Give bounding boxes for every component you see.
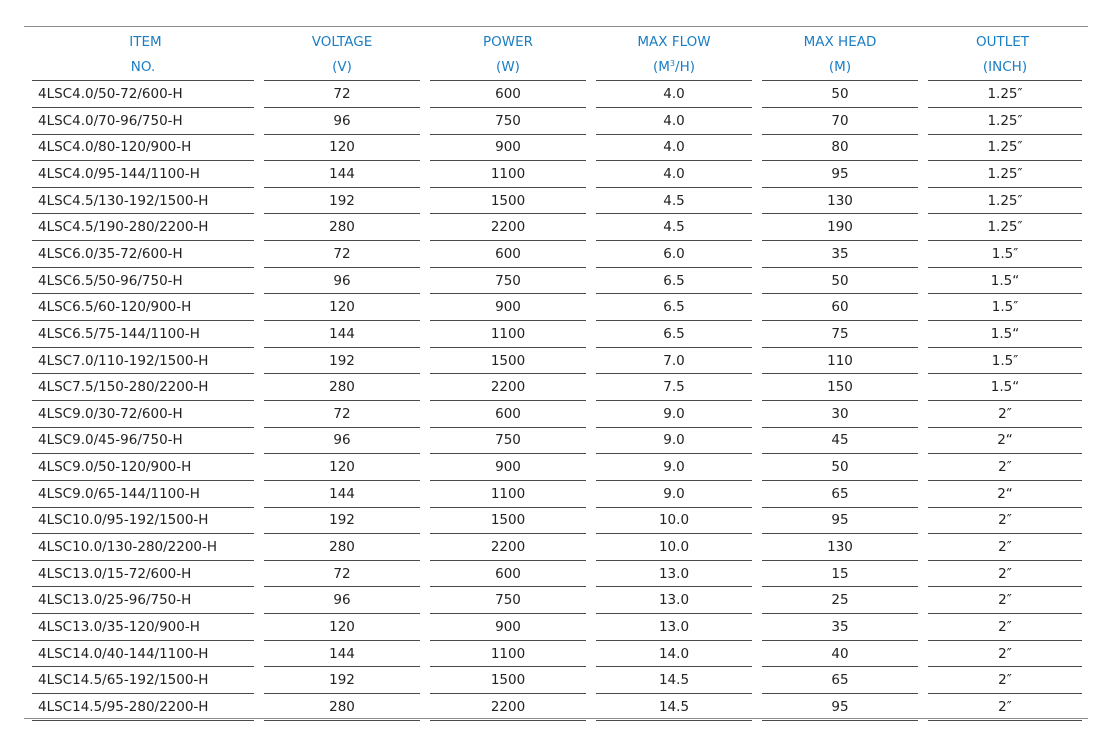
header-outlet: OUTLET: [975, 33, 1030, 50]
cell-item-no: 4LSC6.5/50-96/750-H: [32, 267, 259, 294]
cell-max-head: 70: [757, 107, 923, 134]
cell-max-head: 110: [757, 347, 923, 374]
cell-max-flow: 14.5: [591, 667, 757, 694]
cell-max-head: 75: [757, 321, 923, 348]
cell-power: 750: [425, 267, 591, 294]
table-row: [32, 534, 1082, 561]
cell-item-no: 4LSC7.5/150-280/2200-H: [32, 374, 259, 401]
cell-max-flow: 4.0: [591, 107, 757, 134]
cell-item-no: 4LSC4.0/70-96/750-H: [32, 107, 259, 134]
cell-max-flow: 9.0: [591, 400, 757, 427]
cell-outlet: 1.5″: [923, 347, 1082, 374]
table-row: [32, 587, 1082, 614]
flow-unit-prefix: (M: [653, 59, 670, 76]
cell-voltage: 96: [259, 267, 425, 294]
table-row: [32, 560, 1082, 587]
cell-max-flow: 4.5: [591, 187, 757, 214]
cell-item-no: 4LSC6.5/75-144/1100-H: [32, 321, 259, 348]
cell-voltage: 120: [259, 454, 425, 481]
cell-voltage: 120: [259, 294, 425, 321]
header-flow-unit: [591, 55, 757, 81]
table-row: [32, 400, 1082, 427]
cell-max-flow: 10.0: [591, 507, 757, 534]
cell-power: 1500: [425, 507, 591, 534]
cell-power: 2200: [425, 374, 591, 401]
table-header: [32, 29, 1082, 81]
pump-spec-table: [32, 29, 1082, 721]
cell-max-flow: 4.5: [591, 214, 757, 241]
cell-voltage: 72: [259, 400, 425, 427]
header-max-head: MAX HEAD: [803, 33, 877, 50]
cell-item-no: 4LSC9.0/30-72/600-H: [32, 400, 259, 427]
cell-item-no: 4LSC14.5/65-192/1500-H: [32, 667, 259, 694]
cell-item-no: 4LSC6.0/35-72/600-H: [32, 241, 259, 268]
header-row-units: [32, 55, 1082, 81]
cell-outlet: 2“: [923, 427, 1082, 454]
cell-item-no: 4LSC9.0/45-96/750-H: [32, 427, 259, 454]
cell-power: 1100: [425, 480, 591, 507]
header-outlet-unit: (INCH): [923, 55, 1082, 81]
cell-power: 1100: [425, 640, 591, 667]
table-bottom-rule: [24, 718, 1088, 719]
cell-outlet: 2″: [923, 614, 1082, 641]
header-power: POWER: [482, 33, 534, 50]
cell-outlet: 2″: [923, 454, 1082, 481]
table-row: [32, 81, 1082, 108]
table-row: [32, 187, 1082, 214]
cell-outlet: 2“: [923, 480, 1082, 507]
table-row: [32, 694, 1082, 721]
cell-outlet: 1.5″: [923, 294, 1082, 321]
cell-outlet: 1.25″: [923, 107, 1082, 134]
cell-power: 750: [425, 107, 591, 134]
cell-voltage: 144: [259, 640, 425, 667]
cell-outlet: 2″: [923, 507, 1082, 534]
cell-max-head: 25: [757, 587, 923, 614]
cell-max-flow: 4.0: [591, 161, 757, 188]
cell-outlet: 2″: [923, 694, 1082, 721]
table-row: [32, 321, 1082, 348]
cell-power: 2200: [425, 214, 591, 241]
cell-power: 750: [425, 427, 591, 454]
cell-max-head: 35: [757, 614, 923, 641]
cell-outlet: 2″: [923, 534, 1082, 561]
cell-outlet: 2″: [923, 640, 1082, 667]
cell-power: 600: [425, 81, 591, 108]
cell-voltage: 280: [259, 214, 425, 241]
table-row: [32, 214, 1082, 241]
cell-item-no: 4LSC9.0/50-120/900-H: [32, 454, 259, 481]
cell-item-no: 4LSC4.5/190-280/2200-H: [32, 214, 259, 241]
cell-max-flow: 9.0: [591, 454, 757, 481]
cell-max-flow: 7.5: [591, 374, 757, 401]
table-row: [32, 347, 1082, 374]
cell-voltage: 192: [259, 667, 425, 694]
cell-item-no: 4LSC4.0/80-120/900-H: [32, 134, 259, 161]
cell-item-no: 4LSC13.0/25-96/750-H: [32, 587, 259, 614]
cell-outlet: 1.5“: [923, 321, 1082, 348]
table-row: [32, 667, 1082, 694]
cell-power: 900: [425, 454, 591, 481]
cell-power: 600: [425, 400, 591, 427]
cell-power: 1500: [425, 187, 591, 214]
cell-power: 2200: [425, 694, 591, 721]
flow-unit-exponent: 3: [669, 59, 676, 69]
cell-max-head: 130: [757, 187, 923, 214]
cell-outlet: 1.25″: [923, 161, 1082, 188]
cell-outlet: 1.5“: [923, 267, 1082, 294]
table-row: [32, 480, 1082, 507]
table-row: [32, 267, 1082, 294]
header-voltage: VOLTAGE: [311, 33, 373, 50]
header-item: ITEM: [129, 33, 162, 50]
cell-voltage: 280: [259, 374, 425, 401]
cell-item-no: 4LSC4.5/130-192/1500-H: [32, 187, 259, 214]
cell-max-flow: 13.0: [591, 560, 757, 587]
cell-power: 1500: [425, 667, 591, 694]
table-row: [32, 241, 1082, 268]
cell-max-flow: 14.5: [591, 694, 757, 721]
cell-max-flow: 9.0: [591, 427, 757, 454]
cell-max-head: 15: [757, 560, 923, 587]
cell-max-flow: 14.0: [591, 640, 757, 667]
cell-power: 900: [425, 134, 591, 161]
cell-max-flow: 6.0: [591, 241, 757, 268]
cell-power: 750: [425, 587, 591, 614]
cell-max-head: 80: [757, 134, 923, 161]
header-power-unit: (W): [425, 55, 591, 81]
cell-voltage: 72: [259, 81, 425, 108]
cell-max-flow: 10.0: [591, 534, 757, 561]
cell-item-no: 4LSC9.0/65-144/1100-H: [32, 480, 259, 507]
table-row: [32, 640, 1082, 667]
header-head-unit: (M): [757, 55, 923, 81]
cell-voltage: 144: [259, 161, 425, 188]
cell-power: 900: [425, 294, 591, 321]
cell-voltage: 72: [259, 560, 425, 587]
cell-max-flow: 13.0: [591, 614, 757, 641]
cell-item-no: 4LSC4.0/50-72/600-H: [32, 81, 259, 108]
cell-max-head: 65: [757, 480, 923, 507]
flow-unit-suffix: /H): [675, 59, 695, 76]
cell-item-no: 4LSC14.5/95-280/2200-H: [32, 694, 259, 721]
cell-max-flow: 6.5: [591, 294, 757, 321]
table-row: [32, 107, 1082, 134]
cell-max-flow: 9.0: [591, 480, 757, 507]
cell-item-no: 4LSC6.5/60-120/900-H: [32, 294, 259, 321]
cell-voltage: 96: [259, 587, 425, 614]
table-row: [32, 294, 1082, 321]
cell-voltage: 96: [259, 107, 425, 134]
cell-voltage: 192: [259, 187, 425, 214]
cell-voltage: 280: [259, 534, 425, 561]
table-row: [32, 134, 1082, 161]
cell-voltage: 120: [259, 134, 425, 161]
cell-item-no: 4LSC13.0/15-72/600-H: [32, 560, 259, 587]
cell-power: 1100: [425, 161, 591, 188]
cell-max-head: 60: [757, 294, 923, 321]
cell-max-head: 65: [757, 667, 923, 694]
cell-item-no: 4LSC4.0/95-144/1100-H: [32, 161, 259, 188]
table-row: [32, 374, 1082, 401]
cell-max-head: 95: [757, 507, 923, 534]
cell-max-head: 130: [757, 534, 923, 561]
table-row: [32, 454, 1082, 481]
cell-outlet: 2″: [923, 400, 1082, 427]
cell-power: 600: [425, 241, 591, 268]
cell-max-head: 30: [757, 400, 923, 427]
header-voltage-unit: (V): [259, 55, 425, 81]
cell-power: 1500: [425, 347, 591, 374]
header-item-no: NO.: [32, 55, 259, 81]
cell-outlet: 2″: [923, 667, 1082, 694]
cell-max-head: 50: [757, 81, 923, 108]
cell-outlet: 1.25″: [923, 214, 1082, 241]
cell-max-flow: 4.0: [591, 134, 757, 161]
cell-voltage: 96: [259, 427, 425, 454]
cell-outlet: 1.25″: [923, 134, 1082, 161]
cell-power: 1100: [425, 321, 591, 348]
cell-outlet: 1.5“: [923, 374, 1082, 401]
table-row: [32, 161, 1082, 188]
cell-voltage: 144: [259, 480, 425, 507]
cell-max-head: 190: [757, 214, 923, 241]
cell-max-flow: 6.5: [591, 321, 757, 348]
cell-max-head: 50: [757, 267, 923, 294]
cell-outlet: 2″: [923, 560, 1082, 587]
table-body: [32, 81, 1082, 720]
cell-voltage: 120: [259, 614, 425, 641]
header-row-titles: [32, 29, 1082, 55]
cell-power: 600: [425, 560, 591, 587]
table-top-rule: [24, 26, 1088, 27]
cell-voltage: 192: [259, 507, 425, 534]
cell-voltage: 192: [259, 347, 425, 374]
cell-item-no: 4LSC14.0/40-144/1100-H: [32, 640, 259, 667]
cell-power: 900: [425, 614, 591, 641]
table-row: [32, 614, 1082, 641]
cell-max-head: 150: [757, 374, 923, 401]
cell-outlet: 1.25″: [923, 81, 1082, 108]
cell-max-head: 35: [757, 241, 923, 268]
cell-voltage: 280: [259, 694, 425, 721]
cell-power: 2200: [425, 534, 591, 561]
cell-item-no: 4LSC10.0/130-280/2200-H: [32, 534, 259, 561]
cell-max-head: 95: [757, 161, 923, 188]
table-row: [32, 427, 1082, 454]
cell-max-head: 45: [757, 427, 923, 454]
cell-max-head: 50: [757, 454, 923, 481]
cell-max-flow: 7.0: [591, 347, 757, 374]
cell-max-flow: 13.0: [591, 587, 757, 614]
cell-voltage: 72: [259, 241, 425, 268]
cell-max-head: 40: [757, 640, 923, 667]
cell-outlet: 2″: [923, 587, 1082, 614]
cell-max-flow: 6.5: [591, 267, 757, 294]
cell-max-flow: 4.0: [591, 81, 757, 108]
cell-outlet: 1.25″: [923, 187, 1082, 214]
header-max-flow: MAX FLOW: [637, 33, 711, 50]
cell-item-no: 4LSC7.0/110-192/1500-H: [32, 347, 259, 374]
cell-item-no: 4LSC10.0/95-192/1500-H: [32, 507, 259, 534]
cell-item-no: 4LSC13.0/35-120/900-H: [32, 614, 259, 641]
cell-max-head: 95: [757, 694, 923, 721]
cell-voltage: 144: [259, 321, 425, 348]
table-row: [32, 507, 1082, 534]
cell-outlet: 1.5″: [923, 241, 1082, 268]
